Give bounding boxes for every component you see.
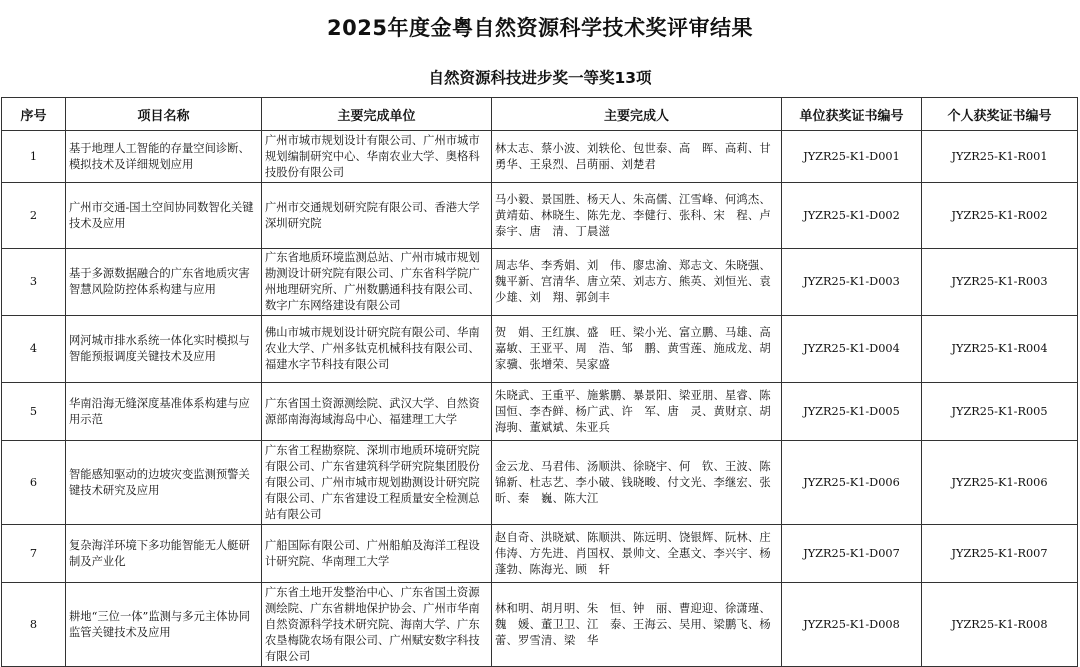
results-table <box>1 97 1078 667</box>
table-row <box>2 131 1078 183</box>
row-unit-cert: JYZR25-K1-D005 <box>782 383 922 441</box>
row-people: 金云龙、马君伟、汤顺洪、徐晓宇、何 钦、王波、陈锦新、杜志艺、李小破、钱晓畯、付文光、李继宏、张 昕、秦 巍、陈大江 <box>492 441 782 525</box>
row-project: 广州市交通-国土空间协同数智化关键技术及应用 <box>66 183 262 249</box>
row-person-cert: JYZR25-K1-R003 <box>922 249 1078 316</box>
row-units: 广州市交通规划研究院有限公司、香港大学深圳研究院 <box>262 183 492 249</box>
header-row <box>2 98 1078 131</box>
row-units: 广东省工程勘察院、深圳市地质环境研究院有限公司、广东省建筑科学研究院集团股份有限公司、广州市城市规划勘测设计研究院有限公司、广东省建设工程质量安全检测总站有限公司 <box>262 441 492 525</box>
row-index: 2 <box>2 183 66 249</box>
row-index: 1 <box>2 131 66 183</box>
row-units: 广东省地质环境监测总站、广州市城市规划勘测设计研究院有限公司、广东省科学院广州地理研究所、广州数鹏通科技有限公司、数字广东网络建设有限公司 <box>262 249 492 316</box>
row-index: 6 <box>2 441 66 525</box>
document-subtitle: 自然资源科技进步奖一等奖13项 <box>428 69 652 87</box>
row-unit-cert: JYZR25-K1-D002 <box>782 183 922 249</box>
row-unit-cert: JYZR25-K1-D004 <box>782 316 922 383</box>
table-header <box>2 98 1078 131</box>
row-unit-cert: JYZR25-K1-D001 <box>782 131 922 183</box>
row-units: 广东省国土资源测绘院、武汉大学、自然资源部南海海域海岛中心、福建理工大学 <box>262 383 492 441</box>
row-index: 7 <box>2 525 66 583</box>
header-person-cert: 个人获奖证书编号 <box>922 98 1078 131</box>
row-project: 基于地理人工智能的存量空间诊断、模拟技术及详细规划应用 <box>66 131 262 183</box>
row-index: 4 <box>2 316 66 383</box>
row-person-cert: JYZR25-K1-R006 <box>922 441 1078 525</box>
table-row <box>2 383 1078 441</box>
header-units: 主要完成单位 <box>262 98 492 131</box>
header-project: 项目名称 <box>66 98 262 131</box>
row-unit-cert: JYZR25-K1-D007 <box>782 525 922 583</box>
table-row <box>2 183 1078 249</box>
row-index: 5 <box>2 383 66 441</box>
row-project: 华南沿海无缝深度基准体系构建与应用示范 <box>66 383 262 441</box>
table-body <box>2 131 1078 667</box>
header-people: 主要完成人 <box>492 98 782 131</box>
row-person-cert: JYZR25-K1-R004 <box>922 316 1078 383</box>
row-units: 广船国际有限公司、广州船舶及海洋工程设计研究院、华南理工大学 <box>262 525 492 583</box>
row-unit-cert: JYZR25-K1-D006 <box>782 441 922 525</box>
row-person-cert: JYZR25-K1-R008 <box>922 583 1078 667</box>
row-people: 贺 娟、王红旗、盛 旺、梁小光、富立鹏、马雄、高嘉敏、王亚平、周 浩、邹 鹏、黄雪莲、施成龙、胡家骥、张增荣、吴家盛 <box>492 316 782 383</box>
header-unit-cert: 单位获奖证书编号 <box>782 98 922 131</box>
row-project: 耕地“三位一体”监测与多元主体协同监管关键技术及应用 <box>66 583 262 667</box>
row-person-cert: JYZR25-K1-R007 <box>922 525 1078 583</box>
row-people: 周志华、李秀娟、刘 伟、廖忠渝、郑志文、朱晓强、魏平新、宫清华、唐立荣、刘志方、熊英、刘恒光、袁少雄、刘 翔、郭剑丰 <box>492 249 782 316</box>
row-unit-cert: JYZR25-K1-D008 <box>782 583 922 667</box>
table-row <box>2 249 1078 316</box>
table-row <box>2 583 1078 667</box>
row-people: 朱晓武、王重平、施紫鹏、暴景阳、梁亚朋、星睿、陈国恒、李杏鲜、杨广武、许 军、唐 灵、黄财京、胡海驹、董斌斌、朱亚兵 <box>492 383 782 441</box>
row-unit-cert: JYZR25-K1-D003 <box>782 249 922 316</box>
row-index: 3 <box>2 249 66 316</box>
table-row <box>2 316 1078 383</box>
table-row <box>2 441 1078 525</box>
row-people: 林和明、胡月明、朱 恒、钟 丽、曹迎迎、徐潇瑾、魏 媛、董卫卫、江 泰、王海云、吴用、梁鹏飞、杨 蕾、罗雪清、梁 华 <box>492 583 782 667</box>
row-units: 佛山市城市规划设计研究院有限公司、华南农业大学、广州多钛克机械科技有限公司、福建水字节科技有限公司 <box>262 316 492 383</box>
table-row <box>2 525 1078 583</box>
row-units: 广州市城市规划设计有限公司、广州市城市规划编制研究中心、华南农业大学、奥格科技股份有限公司 <box>262 131 492 183</box>
row-people: 林太志、蔡小波、刘轶伦、包世泰、高 晖、高莉、甘勇华、王泉烈、吕萌丽、刘楚君 <box>492 131 782 183</box>
row-project: 复杂海洋环境下多功能智能无人艇研制及产业化 <box>66 525 262 583</box>
row-person-cert: JYZR25-K1-R001 <box>922 131 1078 183</box>
document-title: 2025年度金粤自然资源科学技术奖评审结果 <box>327 16 753 40</box>
row-people: 赵自奇、洪晓斌、陈顺洪、陈远明、饶银辉、阮林、庄伟涛、方先进、肖国权、景帅文、全惠文、李兴宇、杨蓬勃、陈海光、顾 轩 <box>492 525 782 583</box>
row-index: 8 <box>2 583 66 667</box>
row-units: 广东省土地开发整治中心、广东省国土资源测绘院、广东省耕地保护协会、广州市华南自然资源科学技术研究院、海南大学、广东农垦梅陇农场有限公司、广州赋安数字科技有限公司 <box>262 583 492 667</box>
row-people: 马小毅、景国胜、杨天人、朱高儒、江雪峰、何鸿杰、黄靖茹、林晓生、陈先龙、李健行、张科、宋 程、卢泰宇、唐 清、丁晨滋 <box>492 183 782 249</box>
row-project: 智能感知驱动的边坡灾变监测预警关键技术研究及应用 <box>66 441 262 525</box>
row-project: 基于多源数据融合的广东省地质灾害智慧风险防控体系构建与应用 <box>66 249 262 316</box>
row-person-cert: JYZR25-K1-R005 <box>922 383 1078 441</box>
header-index: 序号 <box>2 98 66 131</box>
row-person-cert: JYZR25-K1-R002 <box>922 183 1078 249</box>
row-project: 网河城市排水系统一体化实时模拟与智能预报调度关键技术及应用 <box>66 316 262 383</box>
